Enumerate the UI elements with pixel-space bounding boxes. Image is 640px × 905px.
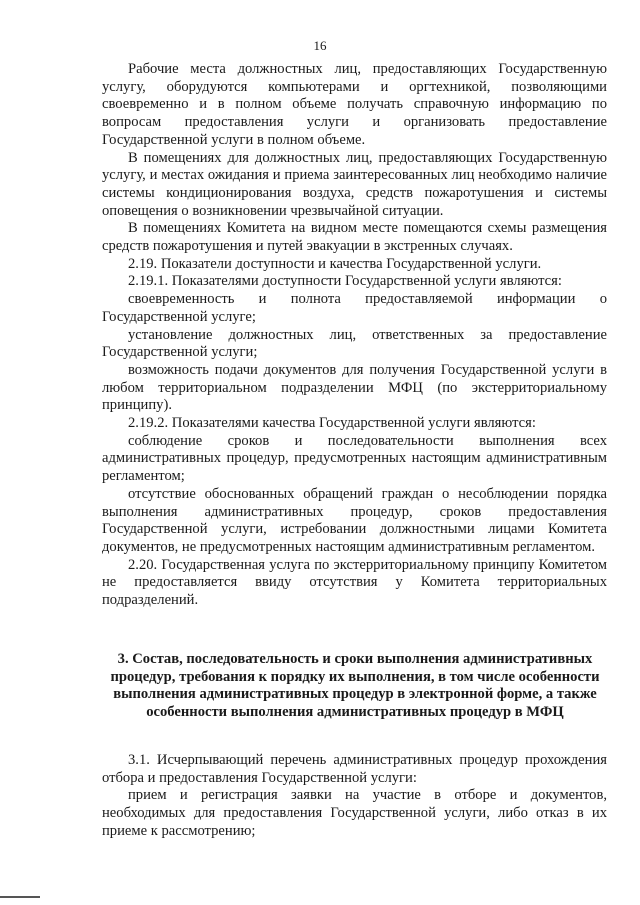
paragraph-3-1: 3.1. Исчерпывающий перечень административных процедур прохождения отбора и предоставления Государственной услуги:: [102, 752, 607, 786]
section-heading: 3. Состав, последовательность и сроки выполнения административных процедур, требования к порядку их выполнения, в том числе особенности выполнения административных процедур в электронной форме, а также особенности выполнения административных процедур в МФЦ: [110, 651, 600, 721]
list-item: прием и регистрация заявки на участие в отборе и документов, необходимых для предоставления Государственной услуги, либо отказ в их приеме к рассмотрению;: [102, 787, 607, 839]
scan-edge-mark: [0, 896, 40, 898]
body-text: [102, 61, 607, 610]
paragraph-evacuation: В помещениях Комитета на видном месте помещаются схемы размещения средств пожаротушения и путей эвакуации в экстренных случаях.: [102, 220, 607, 255]
paragraph-workplaces: Рабочие места должностных лиц, предоставляющих Государственную услугу, оборудуются компьютерами и оргтехникой, позволяющими своевременно и в полном объеме получать справочную информацию по вопросам предоставления услуги и организовать предоставление Государственной услуги в полном объеме.: [102, 61, 607, 148]
list-item: возможность подачи документов для получения Государственной услуги в любом территориальном подразделении МФЦ (по экстерриториальному принципу).: [102, 361, 607, 414]
lower-text: [102, 752, 607, 841]
paragraph-2-19-2: 2.19.2. Показателями качества Государственной услуги являются:: [128, 415, 536, 432]
list-item: отсутствие обоснованных обращений граждан о несоблюдении порядка выполнения административных процедур, сроков предоставления Государственной услуги, истребовании должностными лицами Комитета документов, не предусмотренных настоящим административным регламентом.: [102, 485, 607, 555]
paragraph-2-20: 2.20. Государственная услуга по экстерриториальному принципу Комитетом не предоставляется ввиду отсутствия у Комитета территориальных подразделений.: [102, 556, 607, 609]
paragraph-2-19-1: 2.19.1. Показателями доступности Государственной услуги являются:: [128, 273, 562, 290]
list-item: соблюдение сроков и последовательности выполнения всех административных процедур, предусмотренных настоящим административным регламентом;: [102, 432, 607, 485]
list-item: своевременность и полнота предоставляемой информации о Государственной услуге;: [102, 291, 607, 325]
list-item: установление должностных лиц, ответственных за предоставление Государственной услуги;: [102, 326, 607, 361]
paragraph-2-19: 2.19. Показатели доступности и качества Государственной услуги.: [128, 255, 542, 272]
paragraph-premises: В помещениях для должностных лиц, предоставляющих Государственную услугу, и местах ожидания и приема заинтересованных лиц необходимо наличие системы кондиционирования воздуха, средств пожаротушения и системы оповещения о возникновении чрезвычайной ситуации.: [102, 149, 607, 219]
page-number: 16: [313, 38, 327, 53]
